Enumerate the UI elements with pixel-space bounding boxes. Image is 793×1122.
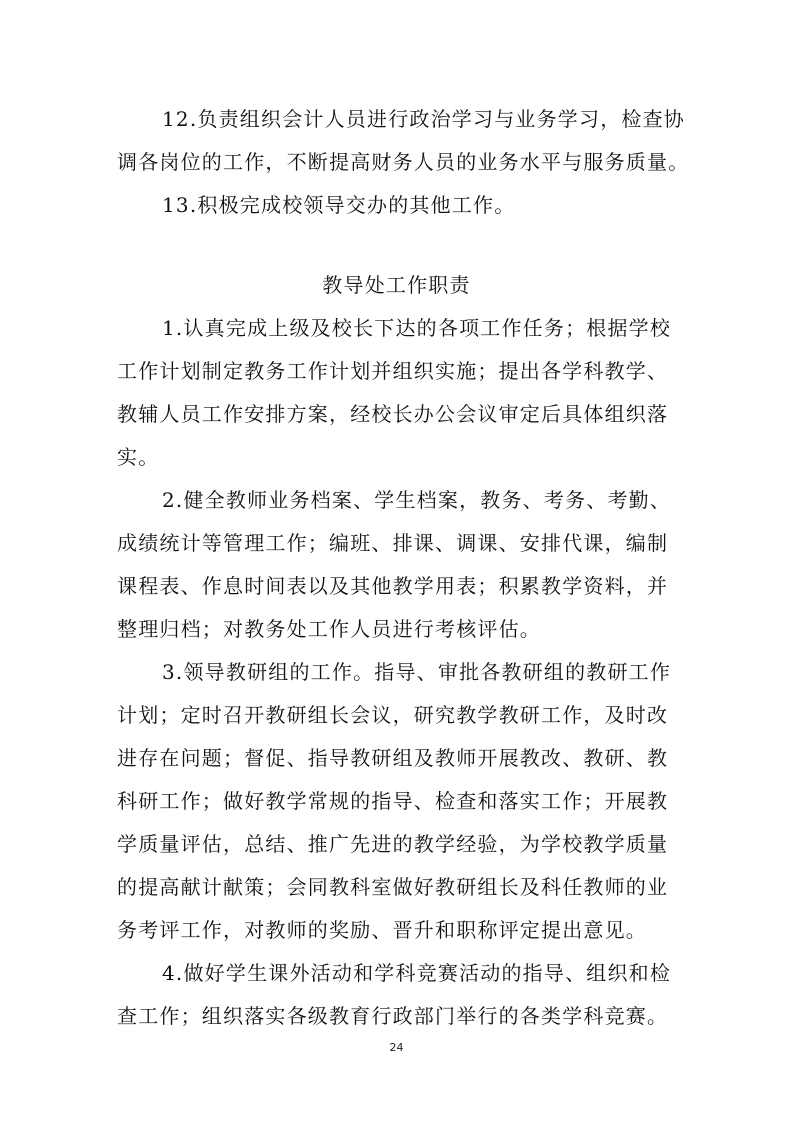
item-2-line-1: 2.健全教师业务档案、学生档案，教务、考务、考勤、 <box>162 488 672 512</box>
item-2-line-4: 整理归档；对教务处工作人员进行考核评估。 <box>117 617 541 641</box>
item-2-line-3: 课程表、作息时间表以及其他教学用表；积累教学资料，并 <box>117 574 669 598</box>
item-3-line-7: 务考评工作，对教师的奖励、晋升和职称评定提出意见。 <box>117 918 647 942</box>
page-number: 24 <box>389 1041 404 1054</box>
item-3-line-4: 科研工作；做好教学常规的指导、检查和落实工作；开展教 <box>117 789 669 813</box>
item-1-line-1: 1.认真完成上级及校长下达的各项工作任务；根据学校 <box>162 316 672 340</box>
item-3-line-1: 3.领导教研组的工作。指导、审批各教研组的教研工作 <box>162 660 672 684</box>
item-4-line-2: 查工作；组织落实各级教育行政部门举行的各类学科竞赛。 <box>117 1004 669 1028</box>
item-3-line-6: 的提高献计献策；会同教科室做好教研组长及科任教师的业 <box>117 875 669 899</box>
paragraph-13-line-1: 13.积极完成校领导交办的其他工作。 <box>162 193 516 217</box>
item-4-line-1: 4.做好学生课外活动和学科竞赛活动的指导、组织和检 <box>162 961 672 985</box>
section-title: 教导处工作职责 <box>322 273 471 297</box>
paragraph-12-line-2: 调各岗位的工作，不断提高财务人员的业务水平与服务质量。 <box>117 150 690 174</box>
item-3-line-3: 进存在问题；督促、指导教研组及教师开展教改、教研、教 <box>117 746 669 770</box>
item-1-line-3: 教辅人员工作安排方案，经校长办公会议审定后具体组织落 <box>117 402 669 426</box>
paragraph-12-line-1: 12.负责组织会计人员进行政治学习与业务学习，检查协 <box>162 107 686 131</box>
item-3-line-5: 学质量评估，总结、推广先进的教学经验，为学校教学质量 <box>117 832 669 856</box>
item-3-line-2: 计划；定时召开教研组长会议，研究教学教研工作，及时改 <box>117 703 669 727</box>
item-2-line-2: 成绩统计等管理工作；编班、排课、调课、安排代课，编制 <box>117 531 669 555</box>
item-1-line-2: 工作计划制定教务工作计划并组织实施；提出各学科教学、 <box>117 359 669 383</box>
item-1-line-4: 实。 <box>117 445 160 469</box>
